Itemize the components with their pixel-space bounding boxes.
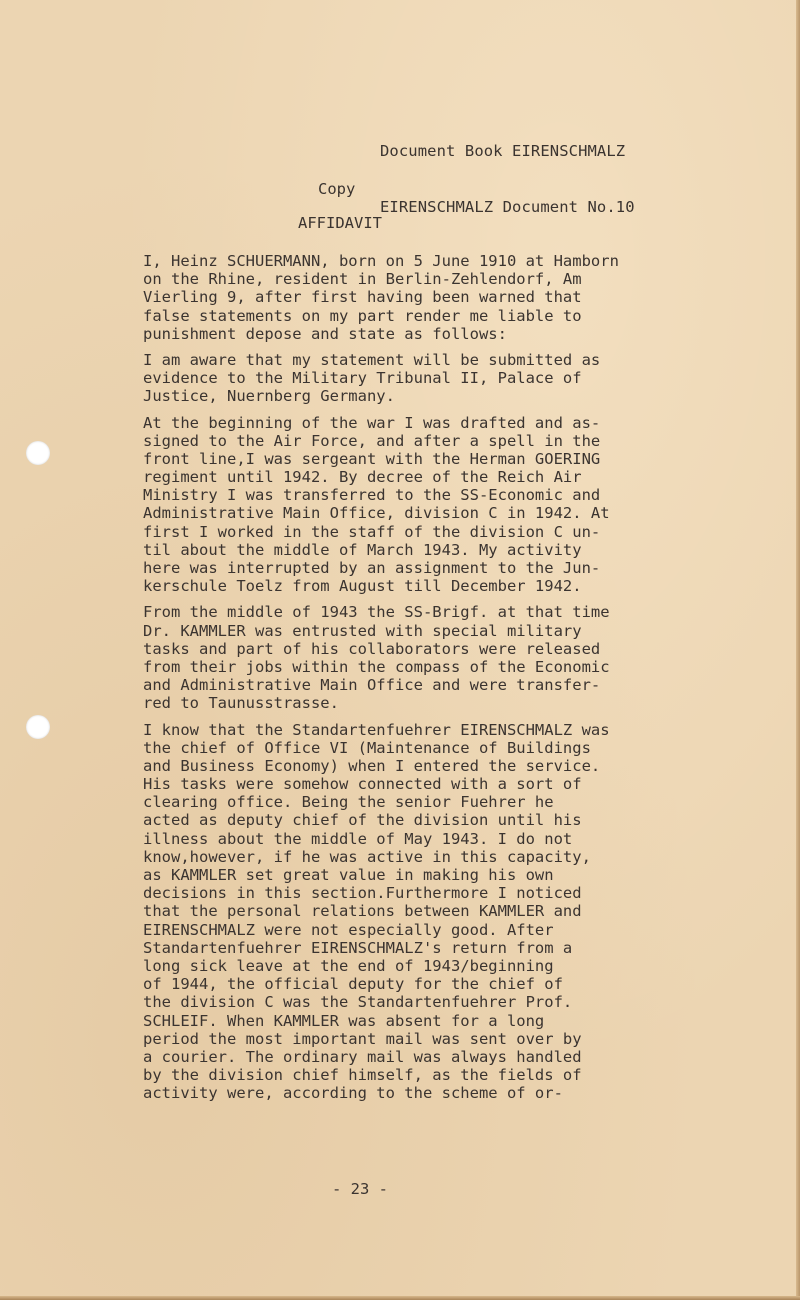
text-line: Dr. KAMMLER was entrusted with special military (143, 621, 582, 640)
text-line: illness about the middle of May 1943. I do not (143, 829, 573, 848)
text-line: At the beginning of the war I was drafted and as- (143, 413, 601, 432)
text-line: activity were, according to the scheme of or- (143, 1084, 563, 1103)
text-line: SCHLEIF. When KAMMLER was absent for a long (143, 1011, 545, 1030)
copy-label: Copy (318, 180, 356, 198)
header-line: Document Book EIRENSCHMALZ (380, 142, 626, 160)
header-line: EIRENSCHMALZ Document No.10 (380, 198, 635, 217)
text-line: and Business Economy) when I entered the service. (143, 756, 601, 775)
document-title: AFFIDAVIT (298, 214, 382, 232)
text-line: false statements on my part render me liable to (143, 306, 582, 325)
text-line: by the division chief himself, as the fields of (143, 1066, 582, 1085)
text-line: and Administrative Main Office and were transfer- (143, 676, 601, 695)
paragraph (143, 252, 683, 343)
punch-hole-icon (26, 441, 50, 465)
text-line: regiment until 1942. By decree of the Reich Air (143, 468, 582, 487)
text-line: the chief of Office VI (Maintenance of Buildings (143, 738, 591, 757)
text-line: here was interrupted by an assignment to the Jun- (143, 559, 601, 577)
text-line: know,however, if he was active in this capacity, (143, 847, 591, 866)
text-line: front line,I was sergeant with the Herman GOERING (143, 449, 601, 468)
text-line: His tasks were somehow connected with a sort of (143, 775, 582, 794)
page-number: - 23 - (332, 1180, 388, 1198)
text-line: I am aware that my statement will be submitted as (143, 350, 601, 369)
text-line: I know that the Standartenfuehrer EIRENSCHMALZ was (143, 720, 610, 739)
text-line: Administrative Main Office, division C in 1942. At (143, 504, 610, 523)
paragraph (143, 414, 683, 596)
document-header (380, 104, 635, 254)
text-line: kerschule Toelz from August till December 1942. (143, 577, 582, 596)
punch-hole-icon (26, 715, 50, 739)
text-line: of 1944, the official deputy for the chief of (143, 975, 563, 994)
text-line: a courier. The ordinary mail was always handled (143, 1047, 582, 1066)
text-line: the division C was the Standartenfuehrer Prof. (143, 993, 573, 1012)
paragraph (143, 603, 683, 712)
text-line: From the middle of 1943 the SS-Brigf. at that time (143, 603, 610, 622)
text-line: evidence to the Military Tribunal II, Palace of (143, 369, 582, 388)
paper-right-edge (796, 0, 800, 1300)
text-line: first I worked in the staff of the division C un- (143, 522, 601, 541)
text-line: acted as deputy chief of the division until his (143, 811, 582, 830)
text-line: I, Heinz SCHUERMANN, born on 5 June 1910 at Hamborn (143, 252, 619, 270)
paragraph (143, 721, 683, 1103)
text-line: from their jobs within the compass of the Economic (143, 657, 610, 676)
text-line: on the Rhine, resident in Berlin-Zehlendorf, Am (143, 270, 582, 289)
paragraph (143, 351, 683, 406)
text-line: tasks and part of his collaborators were released (143, 639, 601, 658)
text-line: red to Taunusstrasse. (143, 694, 339, 713)
text-line: punishment depose and state as follows: (143, 324, 507, 343)
paper-bottom-edge (0, 1296, 800, 1300)
text-line: as KAMMLER set great value in making his own (143, 866, 554, 884)
text-line: clearing office. Being the senior Fuehrer he (143, 793, 554, 812)
text-line: Ministry I was transferred to the SS-Economic and (143, 486, 601, 505)
text-line: that the personal relations between KAMMLER and (143, 902, 582, 921)
text-line: EIRENSCHMALZ were not especially good. After (143, 920, 554, 939)
text-line: Standartenfuehrer EIRENSCHMALZ's return from a (143, 938, 573, 957)
text-line: period the most important mail was sent over by (143, 1029, 582, 1048)
text-line: long sick leave at the end of 1943/beginning (143, 956, 554, 975)
text-line: decisions in this section.Furthermore I noticed (143, 884, 582, 903)
text-line: Justice, Nuernberg Germany. (143, 387, 395, 406)
text-line: til about the middle of March 1943. My activity (143, 540, 582, 559)
text-line: Vierling 9, after first having been warned that (143, 288, 582, 307)
text-line: signed to the Air Force, and after a spell in the (143, 431, 601, 450)
affidavit-body (143, 252, 683, 1110)
